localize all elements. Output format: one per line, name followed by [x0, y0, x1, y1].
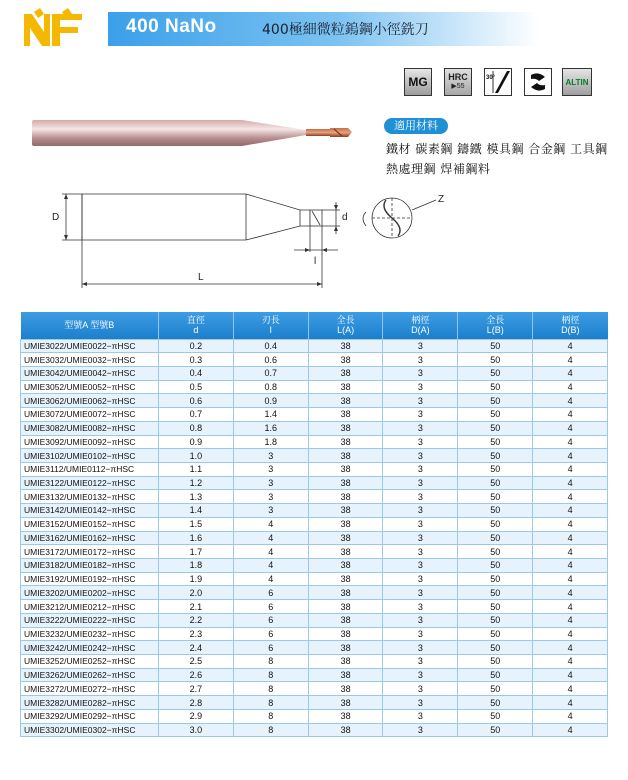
cell-length-b: 50: [458, 490, 533, 504]
table-row: [21, 476, 608, 490]
cell-shank-a: 3: [383, 696, 458, 710]
cell-flute-length: 0.8: [233, 380, 308, 394]
cell-flute-length: 4: [233, 517, 308, 531]
cell-diameter: 2.5: [159, 655, 234, 669]
table-row: [21, 504, 608, 518]
cell-shank-b: 4: [533, 723, 608, 737]
cell-length-b: 50: [458, 517, 533, 531]
cell-length-b: 50: [458, 696, 533, 710]
cell-model: UMIE3242/UMIE0242−πHSC: [21, 641, 159, 655]
cell-shank-b: 4: [533, 613, 608, 627]
svg-text:30°: 30°: [486, 75, 496, 81]
cell-shank-a: 3: [383, 641, 458, 655]
cell-flute-length: 3: [233, 476, 308, 490]
cell-shank-a: 3: [383, 545, 458, 559]
technical-drawing: [40, 180, 460, 300]
cell-diameter: 1.9: [159, 572, 234, 586]
cell-shank-a: 3: [383, 380, 458, 394]
cell-model: UMIE3302/UMIE0302−πHSC: [21, 723, 159, 737]
cell-length-b: 50: [458, 504, 533, 518]
cell-diameter: 1.4: [159, 504, 234, 518]
cell-flute-length: 8: [233, 723, 308, 737]
cell-diameter: 0.6: [159, 394, 234, 408]
endmill-photo: [30, 108, 370, 158]
cell-shank-b: 4: [533, 531, 608, 545]
helix-angle-icon: [484, 68, 512, 96]
cell-flute-length: 1.8: [233, 435, 308, 449]
header-flute-length: 刃長 l: [233, 312, 308, 339]
cell-length-a: 38: [308, 627, 383, 641]
cell-shank-a: 3: [383, 600, 458, 614]
cell-length-b: 50: [458, 462, 533, 476]
material-tag: 適用材料: [384, 118, 448, 134]
cell-flute-length: 3: [233, 449, 308, 463]
cell-shank-b: 4: [533, 641, 608, 655]
cell-length-a: 38: [308, 600, 383, 614]
table-row: [21, 408, 608, 422]
cell-flute-length: 3: [233, 490, 308, 504]
table-row: [21, 421, 608, 435]
table-row: [21, 490, 608, 504]
table-row: [21, 641, 608, 655]
cell-length-a: 38: [308, 709, 383, 723]
cell-shank-a: 3: [383, 366, 458, 380]
cell-flute-length: 1.4: [233, 408, 308, 422]
cell-shank-b: 4: [533, 476, 608, 490]
cell-length-a: 38: [308, 572, 383, 586]
cell-length-b: 50: [458, 572, 533, 586]
cell-flute-length: 8: [233, 709, 308, 723]
cell-shank-b: 4: [533, 572, 608, 586]
cell-length-a: 38: [308, 504, 383, 518]
cell-length-b: 50: [458, 531, 533, 545]
cell-flute-length: 6: [233, 613, 308, 627]
cell-shank-b: 4: [533, 668, 608, 682]
cell-shank-b: 4: [533, 517, 608, 531]
cell-model: UMIE3042/UMIE0042−πHSC: [21, 366, 159, 380]
cell-model: UMIE3062/UMIE0062−πHSC: [21, 394, 159, 408]
cell-model: UMIE3292/UMIE0292−πHSC: [21, 709, 159, 723]
cell-diameter: 1.2: [159, 476, 234, 490]
table-row: [21, 696, 608, 710]
cell-length-b: 50: [458, 366, 533, 380]
cell-flute-length: 0.4: [233, 339, 308, 353]
cell-length-a: 38: [308, 517, 383, 531]
cell-model: UMIE3082/UMIE0082−πHSC: [21, 421, 159, 435]
table-row: [21, 655, 608, 669]
mg-icon: MG: [404, 68, 432, 96]
cell-flute-length: 4: [233, 572, 308, 586]
material-list-line1: 鐵材 碳素鋼 鑄鐵 模具鋼 合金鋼 工具鋼: [386, 142, 608, 156]
table-row: [21, 339, 608, 353]
product-subtitle: 400極細微粒鎢鋼小徑銑刀: [262, 22, 429, 38]
cell-diameter: 0.2: [159, 339, 234, 353]
cell-shank-b: 4: [533, 559, 608, 573]
cell-model: UMIE3182/UMIE0182−πHSC: [21, 559, 159, 573]
cell-shank-a: 3: [383, 449, 458, 463]
header-length-a: 全長 L(A): [308, 312, 383, 339]
cell-flute-length: 0.6: [233, 353, 308, 367]
table-body: [21, 339, 608, 737]
cell-length-b: 50: [458, 613, 533, 627]
cell-flute-length: 4: [233, 559, 308, 573]
cell-shank-a: 3: [383, 408, 458, 422]
cell-shank-a: 3: [383, 462, 458, 476]
cell-flute-length: 8: [233, 696, 308, 710]
cell-length-a: 38: [308, 394, 383, 408]
cell-model: UMIE3052/UMIE0052−πHSC: [21, 380, 159, 394]
cell-flute-length: 6: [233, 586, 308, 600]
cell-shank-a: 3: [383, 627, 458, 641]
cell-length-b: 50: [458, 545, 533, 559]
table-row: [21, 709, 608, 723]
cell-length-b: 50: [458, 668, 533, 682]
cell-model: UMIE3112/UMIE0112−πHSC: [21, 462, 159, 476]
cell-length-b: 50: [458, 394, 533, 408]
dim-D-label: D: [52, 212, 60, 223]
cell-flute-length: 3: [233, 462, 308, 476]
cell-flute-length: 8: [233, 682, 308, 696]
cell-flute-length: 6: [233, 641, 308, 655]
cell-diameter: 0.4: [159, 366, 234, 380]
cell-length-b: 50: [458, 586, 533, 600]
flute-icon: [524, 68, 552, 96]
table-row: [21, 353, 608, 367]
cell-model: UMIE3152/UMIE0152−πHSC: [21, 517, 159, 531]
cell-length-a: 38: [308, 449, 383, 463]
hrc-icon: HRC ▶55: [444, 68, 472, 96]
cell-length-a: 38: [308, 353, 383, 367]
cell-length-a: 38: [308, 408, 383, 422]
cell-flute-length: 3: [233, 504, 308, 518]
cell-shank-b: 4: [533, 421, 608, 435]
cell-length-a: 38: [308, 545, 383, 559]
cell-length-b: 50: [458, 353, 533, 367]
cell-shank-a: 3: [383, 476, 458, 490]
cell-shank-a: 3: [383, 339, 458, 353]
table-row: [21, 572, 608, 586]
cell-shank-b: 4: [533, 586, 608, 600]
cell-shank-b: 4: [533, 627, 608, 641]
table-header-row: [21, 312, 608, 339]
table-row: [21, 627, 608, 641]
cell-length-a: 38: [308, 586, 383, 600]
cell-shank-a: 3: [383, 613, 458, 627]
cell-shank-a: 3: [383, 353, 458, 367]
cell-model: UMIE3122/UMIE0122−πHSC: [21, 476, 159, 490]
cell-diameter: 1.7: [159, 545, 234, 559]
cell-shank-a: 3: [383, 517, 458, 531]
spec-table-wrapper: [20, 312, 608, 737]
cell-flute-length: 4: [233, 531, 308, 545]
altin-coating-icon: ALTIN: [562, 68, 592, 96]
cell-length-a: 38: [308, 696, 383, 710]
cell-length-a: 38: [308, 668, 383, 682]
table-row: [21, 531, 608, 545]
table-row: [21, 586, 608, 600]
cell-shank-a: 3: [383, 559, 458, 573]
cell-diameter: 2.8: [159, 696, 234, 710]
cell-length-a: 38: [308, 613, 383, 627]
cell-flute-length: 8: [233, 668, 308, 682]
cell-shank-b: 4: [533, 339, 608, 353]
cell-diameter: 2.9: [159, 709, 234, 723]
cell-shank-a: 3: [383, 435, 458, 449]
cell-shank-a: 3: [383, 723, 458, 737]
cell-length-b: 50: [458, 600, 533, 614]
header-model: 型號A 型號B: [21, 312, 159, 339]
cell-shank-b: 4: [533, 545, 608, 559]
dim-Z-label: Z: [438, 194, 445, 205]
cell-diameter: 1.3: [159, 490, 234, 504]
dim-l-label: l: [314, 256, 317, 267]
cell-shank-b: 4: [533, 449, 608, 463]
cell-shank-a: 3: [383, 586, 458, 600]
cell-diameter: 1.8: [159, 559, 234, 573]
cell-model: UMIE3202/UMIE0202−πHSC: [21, 586, 159, 600]
cell-flute-length: 6: [233, 600, 308, 614]
table-row: [21, 600, 608, 614]
cell-length-b: 50: [458, 380, 533, 394]
cell-shank-a: 3: [383, 655, 458, 669]
cell-shank-b: 4: [533, 709, 608, 723]
cell-model: UMIE3212/UMIE0212−πHSC: [21, 600, 159, 614]
cell-diameter: 2.1: [159, 600, 234, 614]
cell-diameter: 0.5: [159, 380, 234, 394]
cell-diameter: 0.7: [159, 408, 234, 422]
header-length-b: 全長 L(B): [458, 312, 533, 339]
spec-table: [20, 312, 608, 737]
cell-shank-b: 4: [533, 696, 608, 710]
cell-length-a: 38: [308, 339, 383, 353]
cell-diameter: 3.0: [159, 723, 234, 737]
cell-flute-length: 1.6: [233, 421, 308, 435]
cell-diameter: 2.3: [159, 627, 234, 641]
cell-shank-a: 3: [383, 668, 458, 682]
cell-length-b: 50: [458, 449, 533, 463]
product-model: 400 NaNo: [126, 16, 217, 37]
cell-diameter: 2.0: [159, 586, 234, 600]
cell-diameter: 0.8: [159, 421, 234, 435]
dim-L-label: L: [198, 272, 204, 283]
cell-diameter: 2.6: [159, 668, 234, 682]
cell-length-a: 38: [308, 655, 383, 669]
cell-length-a: 38: [308, 421, 383, 435]
cell-shank-b: 4: [533, 682, 608, 696]
cell-length-b: 50: [458, 435, 533, 449]
cell-shank-a: 3: [383, 490, 458, 504]
table-row: [21, 682, 608, 696]
brand-logo: [22, 8, 92, 48]
cell-model: UMIE3232/UMIE0232−πHSC: [21, 627, 159, 641]
cell-model: UMIE3072/UMIE0072−πHSC: [21, 408, 159, 422]
table-row: [21, 435, 608, 449]
cell-length-a: 38: [308, 559, 383, 573]
cell-shank-b: 4: [533, 394, 608, 408]
cell-model: UMIE3142/UMIE0142−πHSC: [21, 504, 159, 518]
cell-shank-a: 3: [383, 504, 458, 518]
table-row: [21, 380, 608, 394]
cell-diameter: 2.4: [159, 641, 234, 655]
cell-model: UMIE3102/UMIE0102−πHSC: [21, 449, 159, 463]
header-shank-b: 柄徑 D(B): [533, 312, 608, 339]
cell-flute-length: 4: [233, 545, 308, 559]
cell-model: UMIE3282/UMIE0282−πHSC: [21, 696, 159, 710]
dim-d-label: d: [342, 212, 348, 223]
cell-length-a: 38: [308, 366, 383, 380]
header-diameter: 直徑 d: [159, 312, 234, 339]
cell-flute-length: 6: [233, 627, 308, 641]
cell-model: UMIE3032/UMIE0032−πHSC: [21, 353, 159, 367]
cell-length-a: 38: [308, 490, 383, 504]
cell-shank-b: 4: [533, 366, 608, 380]
cell-length-b: 50: [458, 421, 533, 435]
cell-length-b: 50: [458, 476, 533, 490]
cell-diameter: 2.7: [159, 682, 234, 696]
table-row: [21, 559, 608, 573]
cell-shank-a: 3: [383, 682, 458, 696]
cell-model: UMIE3252/UMIE0252−πHSC: [21, 655, 159, 669]
table-row: [21, 723, 608, 737]
cell-shank-b: 4: [533, 435, 608, 449]
header-shank-a: 柄徑 D(A): [383, 312, 458, 339]
cell-shank-a: 3: [383, 531, 458, 545]
cell-length-b: 50: [458, 655, 533, 669]
cell-length-b: 50: [458, 339, 533, 353]
table-row: [21, 517, 608, 531]
cell-length-b: 50: [458, 682, 533, 696]
cell-shank-b: 4: [533, 600, 608, 614]
cell-model: UMIE3222/UMIE0222−πHSC: [21, 613, 159, 627]
cell-shank-b: 4: [533, 380, 608, 394]
cell-model: UMIE3172/UMIE0172−πHSC: [21, 545, 159, 559]
cell-length-a: 38: [308, 641, 383, 655]
table-row: [21, 668, 608, 682]
cell-length-b: 50: [458, 559, 533, 573]
table-row: [21, 394, 608, 408]
cell-length-b: 50: [458, 408, 533, 422]
cell-model: UMIE3132/UMIE0132−πHSC: [21, 490, 159, 504]
cell-length-a: 38: [308, 682, 383, 696]
cell-shank-b: 4: [533, 490, 608, 504]
cell-length-a: 38: [308, 462, 383, 476]
cell-length-b: 50: [458, 641, 533, 655]
cell-diameter: 0.3: [159, 353, 234, 367]
cell-diameter: 0.9: [159, 435, 234, 449]
table-row: [21, 449, 608, 463]
cell-model: UMIE3162/UMIE0162−πHSC: [21, 531, 159, 545]
cell-length-a: 38: [308, 723, 383, 737]
cell-shank-b: 4: [533, 655, 608, 669]
table-row: [21, 545, 608, 559]
cell-shank-a: 3: [383, 709, 458, 723]
cell-model: UMIE3262/UMIE0262−πHSC: [21, 668, 159, 682]
cell-shank-b: 4: [533, 504, 608, 518]
cell-flute-length: 0.9: [233, 394, 308, 408]
cell-shank-b: 4: [533, 408, 608, 422]
cell-model: UMIE3022/UMIE0022−πHSC: [21, 339, 159, 353]
cell-flute-length: 8: [233, 655, 308, 669]
cell-diameter: 1.0: [159, 449, 234, 463]
cell-length-a: 38: [308, 380, 383, 394]
cell-shank-a: 3: [383, 421, 458, 435]
table-row: [21, 613, 608, 627]
cell-model: UMIE3192/UMIE0192−πHSC: [21, 572, 159, 586]
cell-shank-a: 3: [383, 394, 458, 408]
cell-shank-a: 3: [383, 572, 458, 586]
cell-length-b: 50: [458, 627, 533, 641]
cell-diameter: 2.2: [159, 613, 234, 627]
cell-length-a: 38: [308, 435, 383, 449]
cell-length-b: 50: [458, 723, 533, 737]
cell-length-a: 38: [308, 476, 383, 490]
cell-shank-b: 4: [533, 353, 608, 367]
cell-model: UMIE3272/UMIE0272−πHSC: [21, 682, 159, 696]
cell-length-b: 50: [458, 709, 533, 723]
cell-model: UMIE3092/UMIE0092−πHSC: [21, 435, 159, 449]
cell-diameter: 1.6: [159, 531, 234, 545]
cell-length-a: 38: [308, 531, 383, 545]
cell-diameter: 1.5: [159, 517, 234, 531]
cell-diameter: 1.1: [159, 462, 234, 476]
table-row: [21, 462, 608, 476]
cell-flute-length: 0.7: [233, 366, 308, 380]
table-row: [21, 366, 608, 380]
cell-shank-b: 4: [533, 462, 608, 476]
material-list-line2: 熱處理鋼 焊補鋼料: [386, 162, 491, 176]
